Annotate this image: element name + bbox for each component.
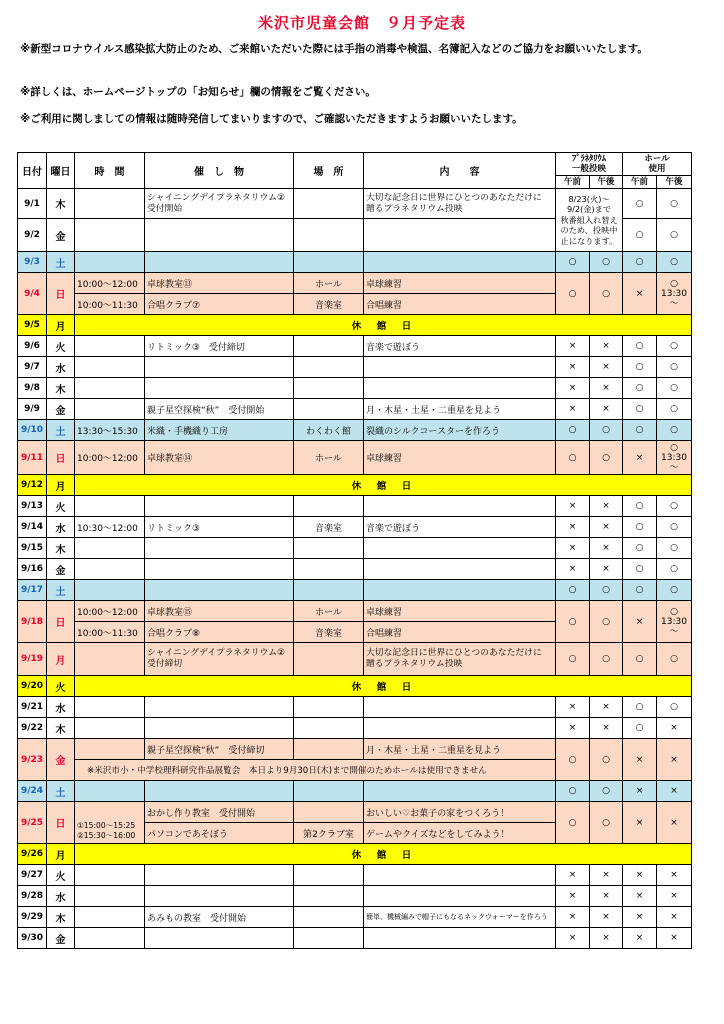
planet-am: ×	[556, 886, 590, 907]
table-row	[18, 538, 692, 559]
col-planet-pm: 午後	[590, 176, 623, 189]
hall-pm: ○ 13:30 ～	[657, 441, 692, 475]
hall-am: ○	[623, 378, 657, 399]
hall-am: ○	[623, 189, 657, 219]
hall-pm: ×	[657, 928, 692, 949]
event-cell: 卓球教室⑬	[145, 273, 294, 294]
table-row	[18, 886, 692, 907]
table-row	[18, 252, 692, 273]
col-planetarium: ﾌﾟﾗﾈﾀﾘｳﾑ 一般投映	[556, 153, 623, 176]
event-cell: リトミック③	[145, 517, 294, 538]
hall-am: ×	[623, 601, 657, 643]
place-cell: ホール	[294, 273, 364, 294]
place-cell	[294, 189, 364, 219]
hall-am: ○	[623, 580, 657, 601]
hall-pm: ×	[657, 865, 692, 886]
planet-am: ○	[556, 781, 590, 802]
table-row	[18, 643, 692, 676]
event-cell: 合唱クラブ⑧	[145, 622, 294, 643]
hall-pm: ×	[657, 907, 692, 928]
date-cell: 9/11	[18, 441, 47, 475]
dow-cell: 水	[47, 517, 75, 538]
dow-cell: 日	[47, 802, 75, 844]
exhibition-note: ※米沢市小・中学校理科研究作品展覧会 本日より9月30日(木)まで開催のためホールは使用できません	[75, 760, 556, 781]
date-cell: 9/10	[18, 420, 47, 441]
content-cell: ゲームやクイズなどをしてみよう！	[364, 823, 556, 844]
date-cell: 9/28	[18, 886, 47, 907]
header-row	[18, 153, 692, 176]
planet-am: ○	[556, 802, 590, 844]
planet-pm: ○	[590, 273, 623, 315]
dow-cell: 金	[47, 739, 75, 781]
notice-3: ※ご利用に関しましての情報は随時発信してまいりますので、ご確認いただきますようお願いいたします。	[20, 113, 523, 125]
closed-day-label: 休 館 日	[75, 475, 692, 496]
planet-am: ×	[556, 336, 590, 357]
hall-am: ○	[623, 517, 657, 538]
date-cell: 9/13	[18, 496, 47, 517]
planet-pm: ○	[590, 441, 623, 475]
col-hall-am: 午前	[623, 176, 657, 189]
planetarium-suspended-note: 8/23(火)～ 9/2(金)まで 秋番組入れ替えのため、投映中止になります。	[556, 189, 623, 252]
place-cell: 第2クラブ室	[294, 823, 364, 844]
hall-am: ○	[623, 496, 657, 517]
hall-pm: ○	[657, 643, 692, 676]
planet-pm: ×	[590, 517, 623, 538]
date-cell: 9/1	[18, 189, 47, 219]
time-cell: 10:00～11:30	[75, 294, 145, 315]
event-cell: あみもの教室 受付開始	[145, 907, 294, 928]
planet-pm: ○	[590, 420, 623, 441]
col-content: 内 容	[364, 153, 556, 189]
hall-pm: ○	[657, 399, 692, 420]
closed-day-label: 休 館 日	[75, 315, 692, 336]
hall-am: ○	[623, 336, 657, 357]
event-cell: 親子星空探検“秋” 受付開始	[145, 399, 294, 420]
dow-cell: 日	[47, 601, 75, 643]
hall-am: ○	[623, 399, 657, 420]
date-cell: 9/26	[18, 844, 47, 865]
table-row	[18, 865, 692, 886]
date-cell: 9/4	[18, 273, 47, 315]
event-cell: 米織・手機織り工房	[145, 420, 294, 441]
dow-cell: 月	[47, 475, 75, 496]
dow-cell: 木	[47, 189, 75, 219]
content-cell: 卓球練習	[364, 601, 556, 622]
content-cell: 音楽で遊ぼう	[364, 336, 556, 357]
hall-pm: ○ 13:30 ～	[657, 273, 692, 315]
planet-am: ○	[556, 643, 590, 676]
table-row	[18, 739, 692, 760]
hall-am: ○	[623, 252, 657, 273]
date-cell: 9/23	[18, 739, 47, 781]
content-cell: おいしい♡お菓子の家をつくろう！	[364, 802, 556, 823]
planet-pm: ×	[590, 697, 623, 718]
planet-am: ×	[556, 907, 590, 928]
place-cell	[294, 219, 364, 252]
event-cell: おかし作り教室 受付開始	[145, 802, 294, 823]
planet-pm: ○	[590, 252, 623, 273]
hall-pm: ○	[657, 538, 692, 559]
content-cell: 合唱練習	[364, 294, 556, 315]
dow-cell: 水	[47, 697, 75, 718]
content-cell: 月・木星・土星・二重星を見よう	[364, 399, 556, 420]
date-cell: 9/30	[18, 928, 47, 949]
hall-pm: ○	[657, 336, 692, 357]
time-cell: 10:30～12:00	[75, 517, 145, 538]
place-cell: ホール	[294, 441, 364, 475]
planet-pm: ×	[590, 357, 623, 378]
col-planet-am: 午前	[556, 176, 590, 189]
table-row	[18, 907, 692, 928]
dow-cell: 木	[47, 718, 75, 739]
dow-cell: 水	[47, 357, 75, 378]
date-cell: 9/17	[18, 580, 47, 601]
hall-pm: ○	[657, 189, 692, 219]
place-cell: 音楽室	[294, 622, 364, 643]
planet-pm: ×	[590, 718, 623, 739]
table-row	[18, 475, 692, 496]
dow-cell: 火	[47, 496, 75, 517]
hall-pm: ×	[657, 718, 692, 739]
planet-am: ×	[556, 357, 590, 378]
content-cell: 卓球練習	[364, 273, 556, 294]
notice-2: ※詳しくは、ホームページトップの「お知らせ」欄の情報をご覧ください。	[20, 86, 376, 98]
hall-am: ○	[623, 538, 657, 559]
content-cell: 卓球練習	[364, 441, 556, 475]
planet-pm: ×	[590, 865, 623, 886]
planet-pm: ×	[590, 538, 623, 559]
dow-cell: 土	[47, 252, 75, 273]
hall-am: ×	[623, 907, 657, 928]
dow-cell: 水	[47, 886, 75, 907]
dow-cell: 火	[47, 336, 75, 357]
date-cell: 9/6	[18, 336, 47, 357]
planet-pm: ×	[590, 336, 623, 357]
hall-am: ○	[623, 357, 657, 378]
col-place: 場 所	[294, 153, 364, 189]
dow-cell: 木	[47, 907, 75, 928]
col-dow: 曜日	[47, 153, 75, 189]
col-event: 催 し 物	[145, 153, 294, 189]
col-date: 日付	[18, 153, 47, 189]
content-cell: 裂織のシルクコースターを作ろう	[364, 420, 556, 441]
planet-pm: ○	[590, 781, 623, 802]
content-cell: 簡単、機械編みで帽子にもなるネックウォーマーを作ろう	[364, 907, 556, 928]
table-row	[18, 315, 692, 336]
col-hall-pm: 午後	[657, 176, 692, 189]
planet-pm: ×	[590, 399, 623, 420]
dow-cell: 日	[47, 273, 75, 315]
planet-pm: ○	[590, 643, 623, 676]
date-cell: 9/18	[18, 601, 47, 643]
planet-pm: ○	[590, 580, 623, 601]
hall-pm: ×	[657, 739, 692, 781]
hall-am: ○	[623, 219, 657, 252]
table-row	[18, 441, 692, 475]
planet-pm: ×	[590, 886, 623, 907]
dow-cell: 火	[47, 676, 75, 697]
event-cell	[145, 219, 294, 252]
hall-pm: ×	[657, 802, 692, 844]
hall-pm: ○	[657, 219, 692, 252]
planet-pm: ×	[590, 907, 623, 928]
event-cell: 合唱クラブ⑦	[145, 294, 294, 315]
table-row	[18, 718, 692, 739]
time-cell: 13:30～15:30	[75, 420, 145, 441]
planet-am: ○	[556, 420, 590, 441]
date-cell: 9/5	[18, 315, 47, 336]
place-cell: 音楽室	[294, 517, 364, 538]
content-cell: 大切な記念日に世界にひとつのあなただけに 贈るプラネタリウム投映	[364, 643, 556, 676]
table-row	[18, 420, 692, 441]
planet-am: ○	[556, 252, 590, 273]
table-row	[18, 189, 692, 219]
planet-am: ×	[556, 496, 590, 517]
closed-day-label: 休 館 日	[75, 676, 692, 697]
hall-pm: ○	[657, 357, 692, 378]
dow-cell: 土	[47, 781, 75, 802]
hall-am: ○	[623, 697, 657, 718]
time-cell: ①15:00～15:25 ②15:30～16:00	[75, 802, 145, 844]
planet-am: ○	[556, 441, 590, 475]
table-row	[18, 273, 692, 294]
table-row	[18, 601, 692, 622]
hall-pm: ○	[657, 580, 692, 601]
table-row	[18, 357, 692, 378]
event-cell: リトミック③ 受付締切	[145, 336, 294, 357]
table-row	[18, 697, 692, 718]
time-cell: 10:00～12:00	[75, 441, 145, 475]
table-row	[18, 399, 692, 420]
event-cell: 親子星空探検“秋” 受付締切	[145, 739, 294, 760]
event-cell: シャイニングデイプラネタリウム② 受付締切	[145, 643, 294, 676]
place-cell: ホール	[294, 601, 364, 622]
hall-am: ×	[623, 802, 657, 844]
planet-pm: ×	[590, 559, 623, 580]
date-cell: 9/16	[18, 559, 47, 580]
dow-cell: 土	[47, 580, 75, 601]
place-cell: わくわく館	[294, 420, 364, 441]
planet-am: ×	[556, 697, 590, 718]
closed-day-label: 休 館 日	[75, 844, 692, 865]
table-row	[18, 378, 692, 399]
dow-cell: 木	[47, 538, 75, 559]
hall-am: ○	[623, 643, 657, 676]
hall-pm: ×	[657, 781, 692, 802]
dow-cell: 金	[47, 399, 75, 420]
table-row	[18, 781, 692, 802]
table-row	[18, 496, 692, 517]
planet-am: ×	[556, 718, 590, 739]
table-row	[18, 517, 692, 538]
event-cell: 卓球教室⑮	[145, 601, 294, 622]
date-cell: 9/25	[18, 802, 47, 844]
planet-pm: ○	[590, 601, 623, 643]
content-cell: 合唱練習	[364, 622, 556, 643]
hall-am: ○	[623, 718, 657, 739]
planet-pm: ×	[590, 378, 623, 399]
dow-cell: 金	[47, 559, 75, 580]
table-row	[18, 559, 692, 580]
date-cell: 9/8	[18, 378, 47, 399]
hall-pm: ○	[657, 420, 692, 441]
date-cell: 9/7	[18, 357, 47, 378]
hall-pm: ○	[657, 697, 692, 718]
date-cell: 9/9	[18, 399, 47, 420]
hall-pm: ×	[657, 886, 692, 907]
dow-cell: 月	[47, 315, 75, 336]
date-cell: 9/14	[18, 517, 47, 538]
planet-am: ×	[556, 517, 590, 538]
planet-am: ○	[556, 273, 590, 315]
content-cell: 月・木星・土星・二重星を見よう	[364, 739, 556, 760]
time-cell	[75, 219, 145, 252]
schedule-table	[17, 152, 692, 949]
event-cell: パソコンであそぼう	[145, 823, 294, 844]
hall-pm: ○	[657, 252, 692, 273]
date-cell: 9/15	[18, 538, 47, 559]
table-row	[18, 336, 692, 357]
page-title: 米沢市児童会館 ９月予定表	[257, 14, 466, 32]
hall-am: ×	[623, 928, 657, 949]
planet-am: ×	[556, 378, 590, 399]
dow-cell: 金	[47, 219, 75, 252]
date-cell: 9/22	[18, 718, 47, 739]
table-row	[18, 802, 692, 823]
col-hall: ホール 使用	[623, 153, 692, 176]
dow-cell: 月	[47, 844, 75, 865]
planet-am: ○	[556, 739, 590, 781]
planet-pm: ○	[590, 802, 623, 844]
date-cell: 9/2	[18, 219, 47, 252]
dow-cell: 月	[47, 643, 75, 676]
dow-cell: 火	[47, 865, 75, 886]
time-cell: 10:00～11:30	[75, 622, 145, 643]
planet-am: ×	[556, 928, 590, 949]
date-cell: 9/27	[18, 865, 47, 886]
planet-am: ×	[556, 865, 590, 886]
hall-pm: ○	[657, 496, 692, 517]
content-cell: 大切な記念日に世界にひとつのあなただけに 贈るプラネタリウム投映	[364, 189, 556, 219]
planet-am: ×	[556, 399, 590, 420]
dow-cell: 土	[47, 420, 75, 441]
time-cell: 10:00～12:00	[75, 273, 145, 294]
hall-am: ×	[623, 273, 657, 315]
notice-1: ※新型コロナウイルス感染拡大防止のため、ご来館いただいた際には手指の消毒や検温、名簿記入などのご協力をお願いいたします。	[20, 43, 648, 55]
dow-cell: 木	[47, 378, 75, 399]
hall-am: ○	[623, 559, 657, 580]
content-cell: 音楽で遊ぼう	[364, 517, 556, 538]
hall-am: ○	[623, 420, 657, 441]
hall-am: ×	[623, 865, 657, 886]
planet-pm: ×	[590, 496, 623, 517]
hall-pm: ○	[657, 517, 692, 538]
planet-pm: ○	[590, 739, 623, 781]
date-cell: 9/19	[18, 643, 47, 676]
event-cell: シャイニングデイプラネタリウム② 受付開始	[145, 189, 294, 219]
hall-pm: ○	[657, 378, 692, 399]
time-cell: 10:00～12:00	[75, 601, 145, 622]
hall-am: ×	[623, 441, 657, 475]
date-cell: 9/24	[18, 781, 47, 802]
dow-cell: 金	[47, 928, 75, 949]
hall-pm: ○	[657, 559, 692, 580]
planet-am: ○	[556, 580, 590, 601]
time-cell	[75, 189, 145, 219]
place-cell: 音楽室	[294, 294, 364, 315]
date-cell: 9/12	[18, 475, 47, 496]
planet-am: ×	[556, 538, 590, 559]
date-cell: 9/29	[18, 907, 47, 928]
hall-am: ×	[623, 886, 657, 907]
dow-cell: 日	[47, 441, 75, 475]
planet-am: ○	[556, 601, 590, 643]
date-cell: 9/21	[18, 697, 47, 718]
table-row	[18, 580, 692, 601]
hall-am: ×	[623, 781, 657, 802]
col-time: 時 間	[75, 153, 145, 189]
content-cell	[364, 219, 556, 252]
table-row	[18, 928, 692, 949]
date-cell: 9/3	[18, 252, 47, 273]
date-cell: 9/20	[18, 676, 47, 697]
table-row	[18, 844, 692, 865]
table-row	[18, 676, 692, 697]
planet-pm: ×	[590, 928, 623, 949]
hall-am: ×	[623, 739, 657, 781]
event-cell: 卓球教室⑭	[145, 441, 294, 475]
hall-pm: ○ 13:30 ～	[657, 601, 692, 643]
planet-am: ×	[556, 559, 590, 580]
